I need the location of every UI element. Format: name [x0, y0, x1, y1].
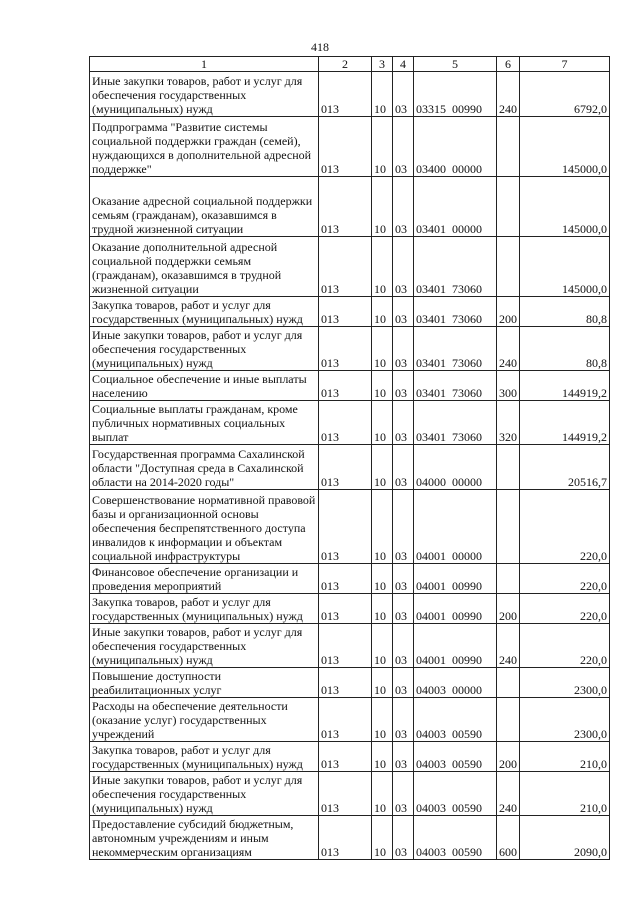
expense-type-cell: [497, 177, 520, 237]
table-row: [90, 742, 610, 772]
row-name-cell: Закупка товаров, работ и услуг для государственных (муниципальных) нужд: [90, 594, 319, 624]
amount-cell: 144919,2: [520, 401, 610, 445]
amount-cell: 220,0: [520, 564, 610, 594]
admin-code-cell: 013: [319, 742, 372, 772]
column-header: 1: [90, 57, 319, 72]
row-name-cell: Подпрограмма "Развитие системы социальной поддержки граждан (семей), нуждающихся в дополнительной адресной поддержке": [90, 117, 319, 177]
budget-table: [89, 56, 610, 860]
subsection-cell: 03: [393, 698, 414, 742]
row-name-cell: Оказание дополнительной адресной социальной поддержки семьям (гражданам), оказавшимся в трудной жизненной ситуации: [90, 237, 319, 297]
amount-cell: 2300,0: [520, 668, 610, 698]
expense-type-cell: 240: [497, 327, 520, 371]
table-row: [90, 401, 610, 445]
admin-code-cell: 013: [319, 401, 372, 445]
table-row: [90, 297, 610, 327]
table-row: [90, 698, 610, 742]
target-article-cell: 03315 00990: [414, 72, 497, 117]
expense-type-cell: 600: [497, 816, 520, 860]
amount-cell: 80,8: [520, 297, 610, 327]
table-row: [90, 816, 610, 860]
target-article-cell: 03401 73060: [414, 401, 497, 445]
admin-code-cell: 013: [319, 772, 372, 816]
expense-type-cell: 240: [497, 624, 520, 668]
subsection-cell: 03: [393, 816, 414, 860]
expense-type-cell: [497, 668, 520, 698]
table-row: [90, 490, 610, 564]
subsection-cell: 03: [393, 624, 414, 668]
row-name-cell: Совершенствование нормативной правовой базы и организационной основы обеспечения беспрепятственного доступа инвалидов к информации и объектам социальной инфраструктуры: [90, 490, 319, 564]
table-row: [90, 564, 610, 594]
amount-cell: 145000,0: [520, 177, 610, 237]
column-header: 2: [319, 57, 372, 72]
expense-type-cell: 320: [497, 401, 520, 445]
subsection-cell: 03: [393, 72, 414, 117]
amount-cell: 145000,0: [520, 117, 610, 177]
section-cell: 10: [372, 117, 393, 177]
table-row: [90, 237, 610, 297]
admin-code-cell: 013: [319, 327, 372, 371]
amount-cell: 220,0: [520, 594, 610, 624]
section-cell: 10: [372, 401, 393, 445]
amount-cell: 220,0: [520, 490, 610, 564]
subsection-cell: 03: [393, 117, 414, 177]
expense-type-cell: [497, 117, 520, 177]
amount-cell: 144919,2: [520, 371, 610, 401]
section-cell: 10: [372, 297, 393, 327]
subsection-cell: 03: [393, 594, 414, 624]
table-row: [90, 117, 610, 177]
admin-code-cell: 013: [319, 594, 372, 624]
section-cell: 10: [372, 742, 393, 772]
expense-type-cell: 200: [497, 742, 520, 772]
section-cell: 10: [372, 327, 393, 371]
target-article-cell: 04001 00990: [414, 594, 497, 624]
admin-code-cell: 013: [319, 445, 372, 490]
row-name-cell: Предоставление субсидий бюджетным, автономным учреждениям и иным некоммерческим организациям: [90, 816, 319, 860]
admin-code-cell: 013: [319, 371, 372, 401]
header-row: [90, 57, 610, 72]
subsection-cell: 03: [393, 177, 414, 237]
amount-cell: 2300,0: [520, 698, 610, 742]
subsection-cell: 03: [393, 237, 414, 297]
target-article-cell: 03401 73060: [414, 297, 497, 327]
row-name-cell: Социальные выплаты гражданам, кроме публичных нормативных социальных выплат: [90, 401, 319, 445]
expense-type-cell: 200: [497, 297, 520, 327]
row-name-cell: Финансовое обеспечение организации и проведения мероприятий: [90, 564, 319, 594]
admin-code-cell: 013: [319, 816, 372, 860]
expense-type-cell: [497, 445, 520, 490]
row-name-cell: Закупка товаров, работ и услуг для государственных (муниципальных) нужд: [90, 742, 319, 772]
row-name-cell: Расходы на обеспечение деятельности (оказание услуг) государственных учреждений: [90, 698, 319, 742]
row-name-cell: Закупка товаров, работ и услуг для государственных (муниципальных) нужд: [90, 297, 319, 327]
target-article-cell: 04003 00590: [414, 772, 497, 816]
subsection-cell: 03: [393, 401, 414, 445]
expense-type-cell: 240: [497, 72, 520, 117]
row-name-cell: Иные закупки товаров, работ и услуг для обеспечения государственных (муниципальных) нужд: [90, 327, 319, 371]
admin-code-cell: 013: [319, 624, 372, 668]
amount-cell: 145000,0: [520, 237, 610, 297]
subsection-cell: 03: [393, 445, 414, 490]
expense-type-cell: [497, 564, 520, 594]
expense-type-cell: 200: [497, 594, 520, 624]
target-article-cell: 04001 00000: [414, 490, 497, 564]
target-article-cell: 04003 00590: [414, 698, 497, 742]
subsection-cell: 03: [393, 327, 414, 371]
table-row: [90, 624, 610, 668]
page-number: 418: [311, 40, 329, 54]
subsection-cell: 03: [393, 297, 414, 327]
subsection-cell: 03: [393, 772, 414, 816]
target-article-cell: 04003 00000: [414, 668, 497, 698]
amount-cell: 2090,0: [520, 816, 610, 860]
admin-code-cell: 013: [319, 117, 372, 177]
table-row: [90, 445, 610, 490]
subsection-cell: 03: [393, 742, 414, 772]
row-name-cell: Оказание адресной социальной поддержки семьям (гражданам), оказавшимся в трудной жизненной ситуации: [90, 177, 319, 237]
row-name-cell: Иные закупки товаров, работ и услуг для обеспечения государственных (муниципальных) нужд: [90, 72, 319, 117]
section-cell: 10: [372, 564, 393, 594]
target-article-cell: 04000 00000: [414, 445, 497, 490]
subsection-cell: 03: [393, 490, 414, 564]
column-header: 4: [393, 57, 414, 72]
section-cell: 10: [372, 237, 393, 297]
admin-code-cell: 013: [319, 177, 372, 237]
target-article-cell: 04001 00990: [414, 624, 497, 668]
target-article-cell: 04001 00990: [414, 564, 497, 594]
target-article-cell: 03401 73060: [414, 237, 497, 297]
amount-cell: 80,8: [520, 327, 610, 371]
section-cell: 10: [372, 816, 393, 860]
section-cell: 10: [372, 594, 393, 624]
row-name-cell: Иные закупки товаров, работ и услуг для обеспечения государственных (муниципальных) нужд: [90, 624, 319, 668]
row-name-cell: Социальное обеспечение и иные выплаты населению: [90, 371, 319, 401]
amount-cell: 6792,0: [520, 72, 610, 117]
section-cell: 10: [372, 72, 393, 117]
section-cell: 10: [372, 371, 393, 401]
admin-code-cell: 013: [319, 564, 372, 594]
column-header: 5: [414, 57, 497, 72]
section-cell: 10: [372, 668, 393, 698]
expense-type-cell: [497, 237, 520, 297]
row-name-cell: Повышение доступности реабилитационных услуг: [90, 668, 319, 698]
subsection-cell: 03: [393, 371, 414, 401]
column-header: 6: [497, 57, 520, 72]
amount-cell: 210,0: [520, 772, 610, 816]
row-name-cell: Государственная программа Сахалинской области "Доступная среда в Сахалинской области на 2014-2020 годы": [90, 445, 319, 490]
section-cell: 10: [372, 177, 393, 237]
admin-code-cell: 013: [319, 297, 372, 327]
target-article-cell: 04003 00590: [414, 816, 497, 860]
table-row: [90, 371, 610, 401]
expense-type-cell: [497, 490, 520, 564]
expense-type-cell: 240: [497, 772, 520, 816]
section-cell: 10: [372, 490, 393, 564]
section-cell: 10: [372, 624, 393, 668]
target-article-cell: 03400 00000: [414, 117, 497, 177]
column-header: 7: [520, 57, 610, 72]
row-name-cell: Иные закупки товаров, работ и услуг для обеспечения государственных (муниципальных) нужд: [90, 772, 319, 816]
admin-code-cell: 013: [319, 490, 372, 564]
target-article-cell: 03401 73060: [414, 327, 497, 371]
target-article-cell: 03401 73060: [414, 371, 497, 401]
admin-code-cell: 013: [319, 668, 372, 698]
amount-cell: 210,0: [520, 742, 610, 772]
subsection-cell: 03: [393, 668, 414, 698]
section-cell: 10: [372, 698, 393, 742]
admin-code-cell: 013: [319, 698, 372, 742]
section-cell: 10: [372, 445, 393, 490]
table-row: [90, 177, 610, 237]
expense-type-cell: [497, 698, 520, 742]
table-row: [90, 772, 610, 816]
target-article-cell: 03401 00000: [414, 177, 497, 237]
subsection-cell: 03: [393, 564, 414, 594]
target-article-cell: 04003 00590: [414, 742, 497, 772]
column-header: 3: [372, 57, 393, 72]
section-cell: 10: [372, 772, 393, 816]
table-row: [90, 594, 610, 624]
table-row: [90, 327, 610, 371]
amount-cell: 20516,7: [520, 445, 610, 490]
admin-code-cell: 013: [319, 72, 372, 117]
table-row: [90, 72, 610, 117]
expense-type-cell: 300: [497, 371, 520, 401]
admin-code-cell: 013: [319, 237, 372, 297]
amount-cell: 220,0: [520, 624, 610, 668]
table-row: [90, 668, 610, 698]
